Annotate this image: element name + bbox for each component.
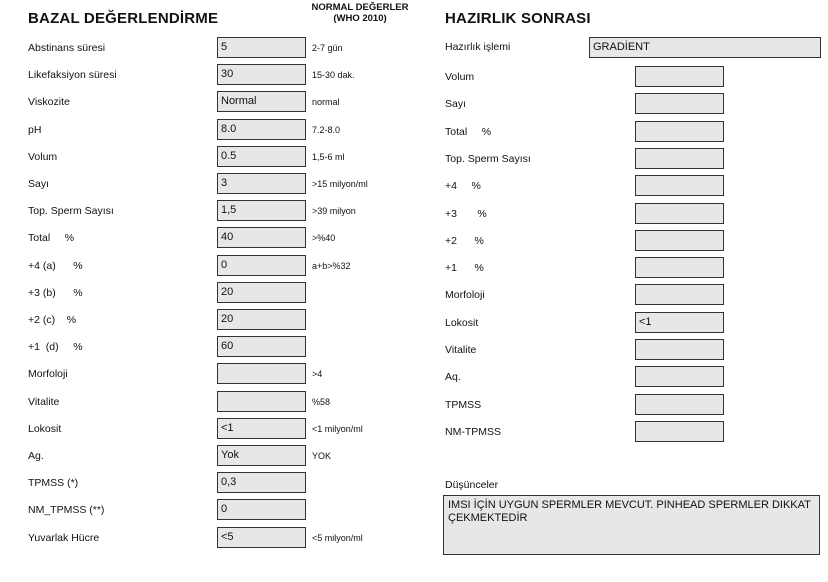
normal-value-say: >15 milyon/ml xyxy=(312,179,368,189)
basal-label-ph: pH xyxy=(28,123,42,136)
post-label-1: +1 % xyxy=(445,262,484,275)
basal-field-total[interactable]: 40 xyxy=(217,227,306,248)
post-field-3[interactable] xyxy=(635,203,724,224)
post-preparation-title: HAZIRLIK SONRASI xyxy=(445,10,591,27)
basal-field-ag[interactable]: Yok xyxy=(217,445,306,466)
basal-field-likefaksiyon-s-resi[interactable]: 30 xyxy=(217,64,306,85)
basal-field-vitalite[interactable] xyxy=(217,391,306,412)
post-field-4[interactable] xyxy=(635,175,724,196)
basal-label-likefaksiyon-s-resi: Likefaksiyon süresi xyxy=(28,69,117,82)
basal-label-yuvarlak-h-cre: Yuvarlak Hücre xyxy=(28,531,100,544)
basal-field-volum[interactable]: 0.5 xyxy=(217,146,306,167)
post-field-say[interactable] xyxy=(635,93,724,114)
basal-field-abstinans-s-resi[interactable]: 5 xyxy=(217,37,306,58)
basal-field-tpmss[interactable]: 0,3 xyxy=(217,472,306,493)
normal-value-lokosit: <1 milyon/ml xyxy=(312,423,363,434)
post-label-top-sperm-say-s: Top. Sperm Sayısı xyxy=(445,152,531,165)
basal-field-3-b[interactable]: 20 xyxy=(217,282,306,303)
post-label-vitalite: Vitalite xyxy=(445,344,477,356)
post-field-1[interactable] xyxy=(635,257,724,278)
basal-label-vitalite: Vitalite xyxy=(28,395,60,408)
basal-field-viskozite[interactable]: Normal xyxy=(217,91,306,112)
basal-field-yuvarlak-h-cre[interactable]: <5 xyxy=(217,527,306,548)
basal-label-ag: Ag. xyxy=(28,450,44,462)
normal-value-top-sperm-say-s: >39 milyon xyxy=(312,206,356,217)
post-field-nm-tpmss[interactable] xyxy=(635,421,724,442)
post-label-tpmss: TPMSS xyxy=(445,398,482,411)
normal-values-header-line1: NORMAL DEĞERLER xyxy=(311,2,409,13)
basal-label-viskozite: Viskozite xyxy=(28,96,70,109)
post-field-aq[interactable] xyxy=(635,366,724,387)
basal-label-lokosit: Lokosit xyxy=(28,422,62,435)
normal-value-viskozite: normal xyxy=(312,97,340,108)
normal-value-volum: 1,5-6 ml xyxy=(312,151,345,162)
basal-field-lokosit[interactable]: <1 xyxy=(217,418,306,439)
post-field-tpmss[interactable] xyxy=(635,394,724,415)
basal-field-1-d[interactable]: 60 xyxy=(217,336,306,357)
post-field-volum[interactable] xyxy=(635,66,724,87)
basal-field-top-sperm-say-s[interactable]: 1,5 xyxy=(217,200,306,221)
normal-value-4-a: a+b>%32 xyxy=(312,260,351,271)
post-label-total: Total % xyxy=(445,125,492,138)
post-label-3: +3 % xyxy=(445,207,487,220)
normal-value-total: >%40 xyxy=(312,233,336,244)
preparation-process-field[interactable]: GRADİENT xyxy=(589,37,821,58)
post-label-aq: Aq. xyxy=(445,371,461,384)
basal-field-2-c[interactable]: 20 xyxy=(217,309,306,330)
basal-label-3-b: +3 (b) % xyxy=(28,286,83,299)
post-field-top-sperm-say-s[interactable] xyxy=(635,148,724,169)
basal-evaluation-title: BAZAL DEĞERLENDİRME xyxy=(28,10,219,27)
post-field-morfoloji[interactable] xyxy=(635,284,724,305)
basal-label-total: Total % xyxy=(28,232,75,245)
normal-value-morfoloji: >4 xyxy=(312,369,323,380)
post-field-total[interactable] xyxy=(635,121,724,142)
post-label-say: Sayı xyxy=(445,98,467,111)
basal-label-4-a: +4 (a) % xyxy=(28,259,83,272)
post-label-volum: Volum xyxy=(445,71,475,83)
basal-field-morfoloji[interactable] xyxy=(217,363,306,384)
basal-label-tpmss: TPMSS (*) xyxy=(28,477,79,490)
post-label-2: +2 % xyxy=(445,234,484,247)
basal-field-4-a[interactable]: 0 xyxy=(217,255,306,276)
basal-field-say[interactable]: 3 xyxy=(217,173,306,194)
post-field-2[interactable] xyxy=(635,230,724,251)
basal-label-volum: Volum xyxy=(28,150,58,163)
basal-field-ph[interactable]: 8.0 xyxy=(217,119,306,140)
normal-values-header-line2: (WHO 2010) xyxy=(333,13,387,24)
basal-label-1-d: +1 (d) % xyxy=(28,341,83,354)
post-label-nm-tpmss: NM-TPMSS xyxy=(445,425,501,438)
post-label-lokosit: Lokosit xyxy=(445,316,479,329)
basal-label-2-c: +2 (c) % xyxy=(28,314,77,326)
basal-label-morfoloji: Morfoloji xyxy=(28,368,68,381)
normal-values-header xyxy=(305,2,415,24)
basal-label-say: Sayı xyxy=(28,178,50,190)
normal-value-ph: 7.2-8.0 xyxy=(312,124,341,135)
basal-label-abstinans-s-resi: Abstinans süresi xyxy=(28,42,106,54)
normal-value-ag: YOK xyxy=(312,451,332,461)
normal-value-abstinans-s-resi: 2-7 gün xyxy=(312,43,343,53)
basal-label-nm-tpmss: NM_TPMSS (**) xyxy=(28,504,105,517)
normal-value-yuvarlak-h-cre: <5 milyon/ml xyxy=(312,532,363,543)
post-field-vitalite[interactable] xyxy=(635,339,724,360)
notes-field[interactable]: IMSI İÇİN UYGUN SPERMLER MEVCUT. PINHEAD SPERMLER DIKKAT ÇEKMEKTEDİR xyxy=(443,495,820,555)
notes-label: Düşünceler xyxy=(445,479,499,491)
post-field-lokosit[interactable]: <1 xyxy=(635,312,724,333)
post-label-4: +4 % xyxy=(445,180,481,193)
normal-value-vitalite: %58 xyxy=(312,396,331,407)
basal-label-top-sperm-say-s: Top. Sperm Sayısı xyxy=(28,205,114,218)
basal-field-nm-tpmss[interactable]: 0 xyxy=(217,499,306,520)
normal-value-likefaksiyon-s-resi: 15-30 dak. xyxy=(312,70,355,81)
post-label-morfoloji: Morfoloji xyxy=(445,289,485,302)
preparation-process-label: Hazırlık işlemi xyxy=(445,41,511,53)
